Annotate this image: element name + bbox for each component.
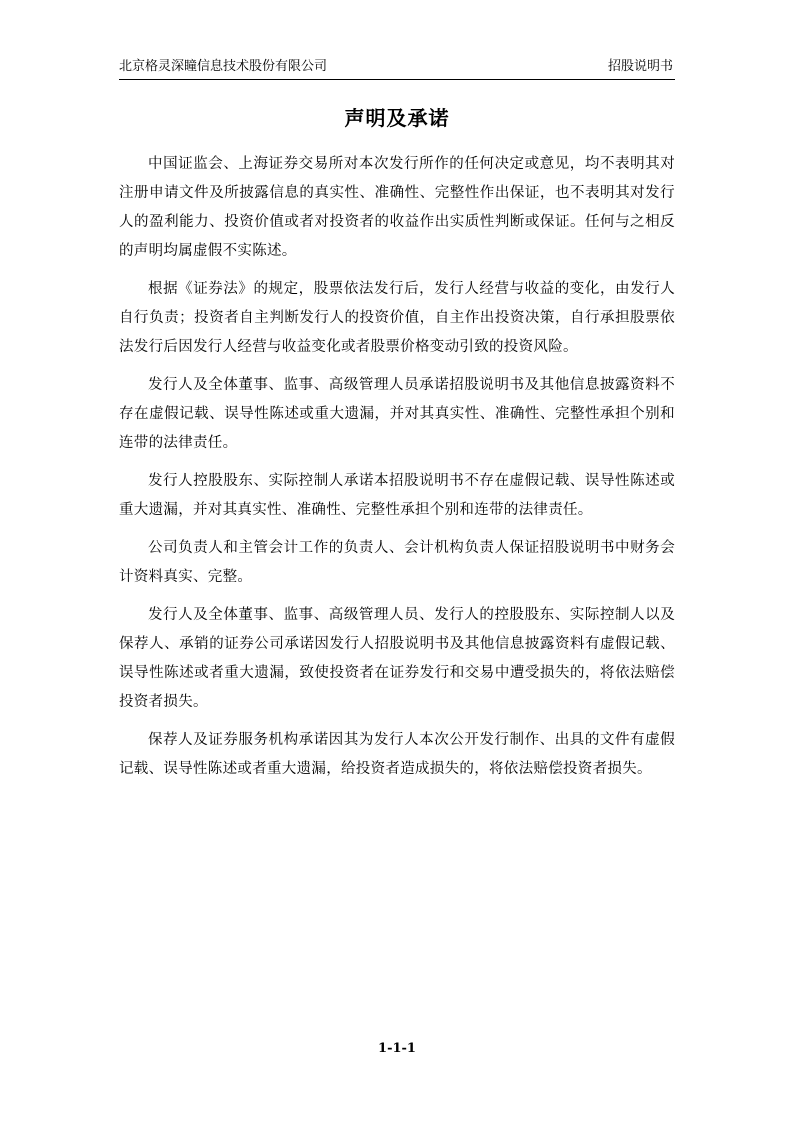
header-company-name: 北京格灵深瞳信息技术股份有限公司 xyxy=(119,59,328,74)
running-header xyxy=(119,57,675,80)
paragraph-regulator-disclaimer: 中国证监会、上海证券交易所对本次发行所作的任何决定或意见，均不表明其对注册申请文件及所披露信息的真实性、准确性、完整性作出保证，也不表明其对发行人的盈利能力、投资价值或者对投资者的收益作出实质性判断或保证。任何与之相反的声明均属虚假不实陈述。 xyxy=(119,156,675,259)
page-number: 1-1-1 xyxy=(378,1041,416,1056)
paragraph-accounting-guarantee: 公司负责人和主管会计工作的负责人、会计机构负责人保证招股说明书中财务会计资料真实、完整。 xyxy=(119,540,675,585)
statement-body xyxy=(119,150,675,793)
page-title: 声明及承诺 xyxy=(344,106,450,130)
paragraph-service-institution-commitment: 保荐人及证券服务机构承诺因其为发行人本次公开发行制作、出具的文件有虚假记载、误导性陈述或者重大遗漏，给投资者造成损失的，将依法赔偿投资者损失。 xyxy=(119,732,675,777)
header-document-type: 招股说明书 xyxy=(607,59,673,74)
paragraph-compensation-commitment: 发行人及全体董事、监事、高级管理人员、发行人的控股股东、实际控制人以及保荐人、承销的证券公司承诺因发行人招股说明书及其他信息披露资料有虚假记载、误导性陈述或者重大遗漏，致使投资者在证券发行和交易中遭受损失的，将依法赔偿投资者损失。 xyxy=(119,607,675,710)
paragraph-securities-law: 根据《证券法》的规定，股票依法发行后，发行人经营与收益的变化，由发行人自行负责；投资者自主判断发行人的投资价值，自主作出投资决策，自行承担股票依法发行后因发行人经营与收益变化或者股票价格变动引致的投资风险。 xyxy=(119,281,675,355)
paragraph-controlling-shareholder-commitment: 发行人控股股东、实际控制人承诺本招股说明书不存在虚假记载、误导性陈述或重大遗漏，并对其真实性、准确性、完整性承担个别和连带的法律责任。 xyxy=(119,473,675,518)
paragraph-directors-commitment: 发行人及全体董事、监事、高级管理人员承诺招股说明书及其他信息披露资料不存在虚假记载、误导性陈述或重大遗漏，并对其真实性、准确性、完整性承担个别和连带的法律责任。 xyxy=(119,377,675,451)
